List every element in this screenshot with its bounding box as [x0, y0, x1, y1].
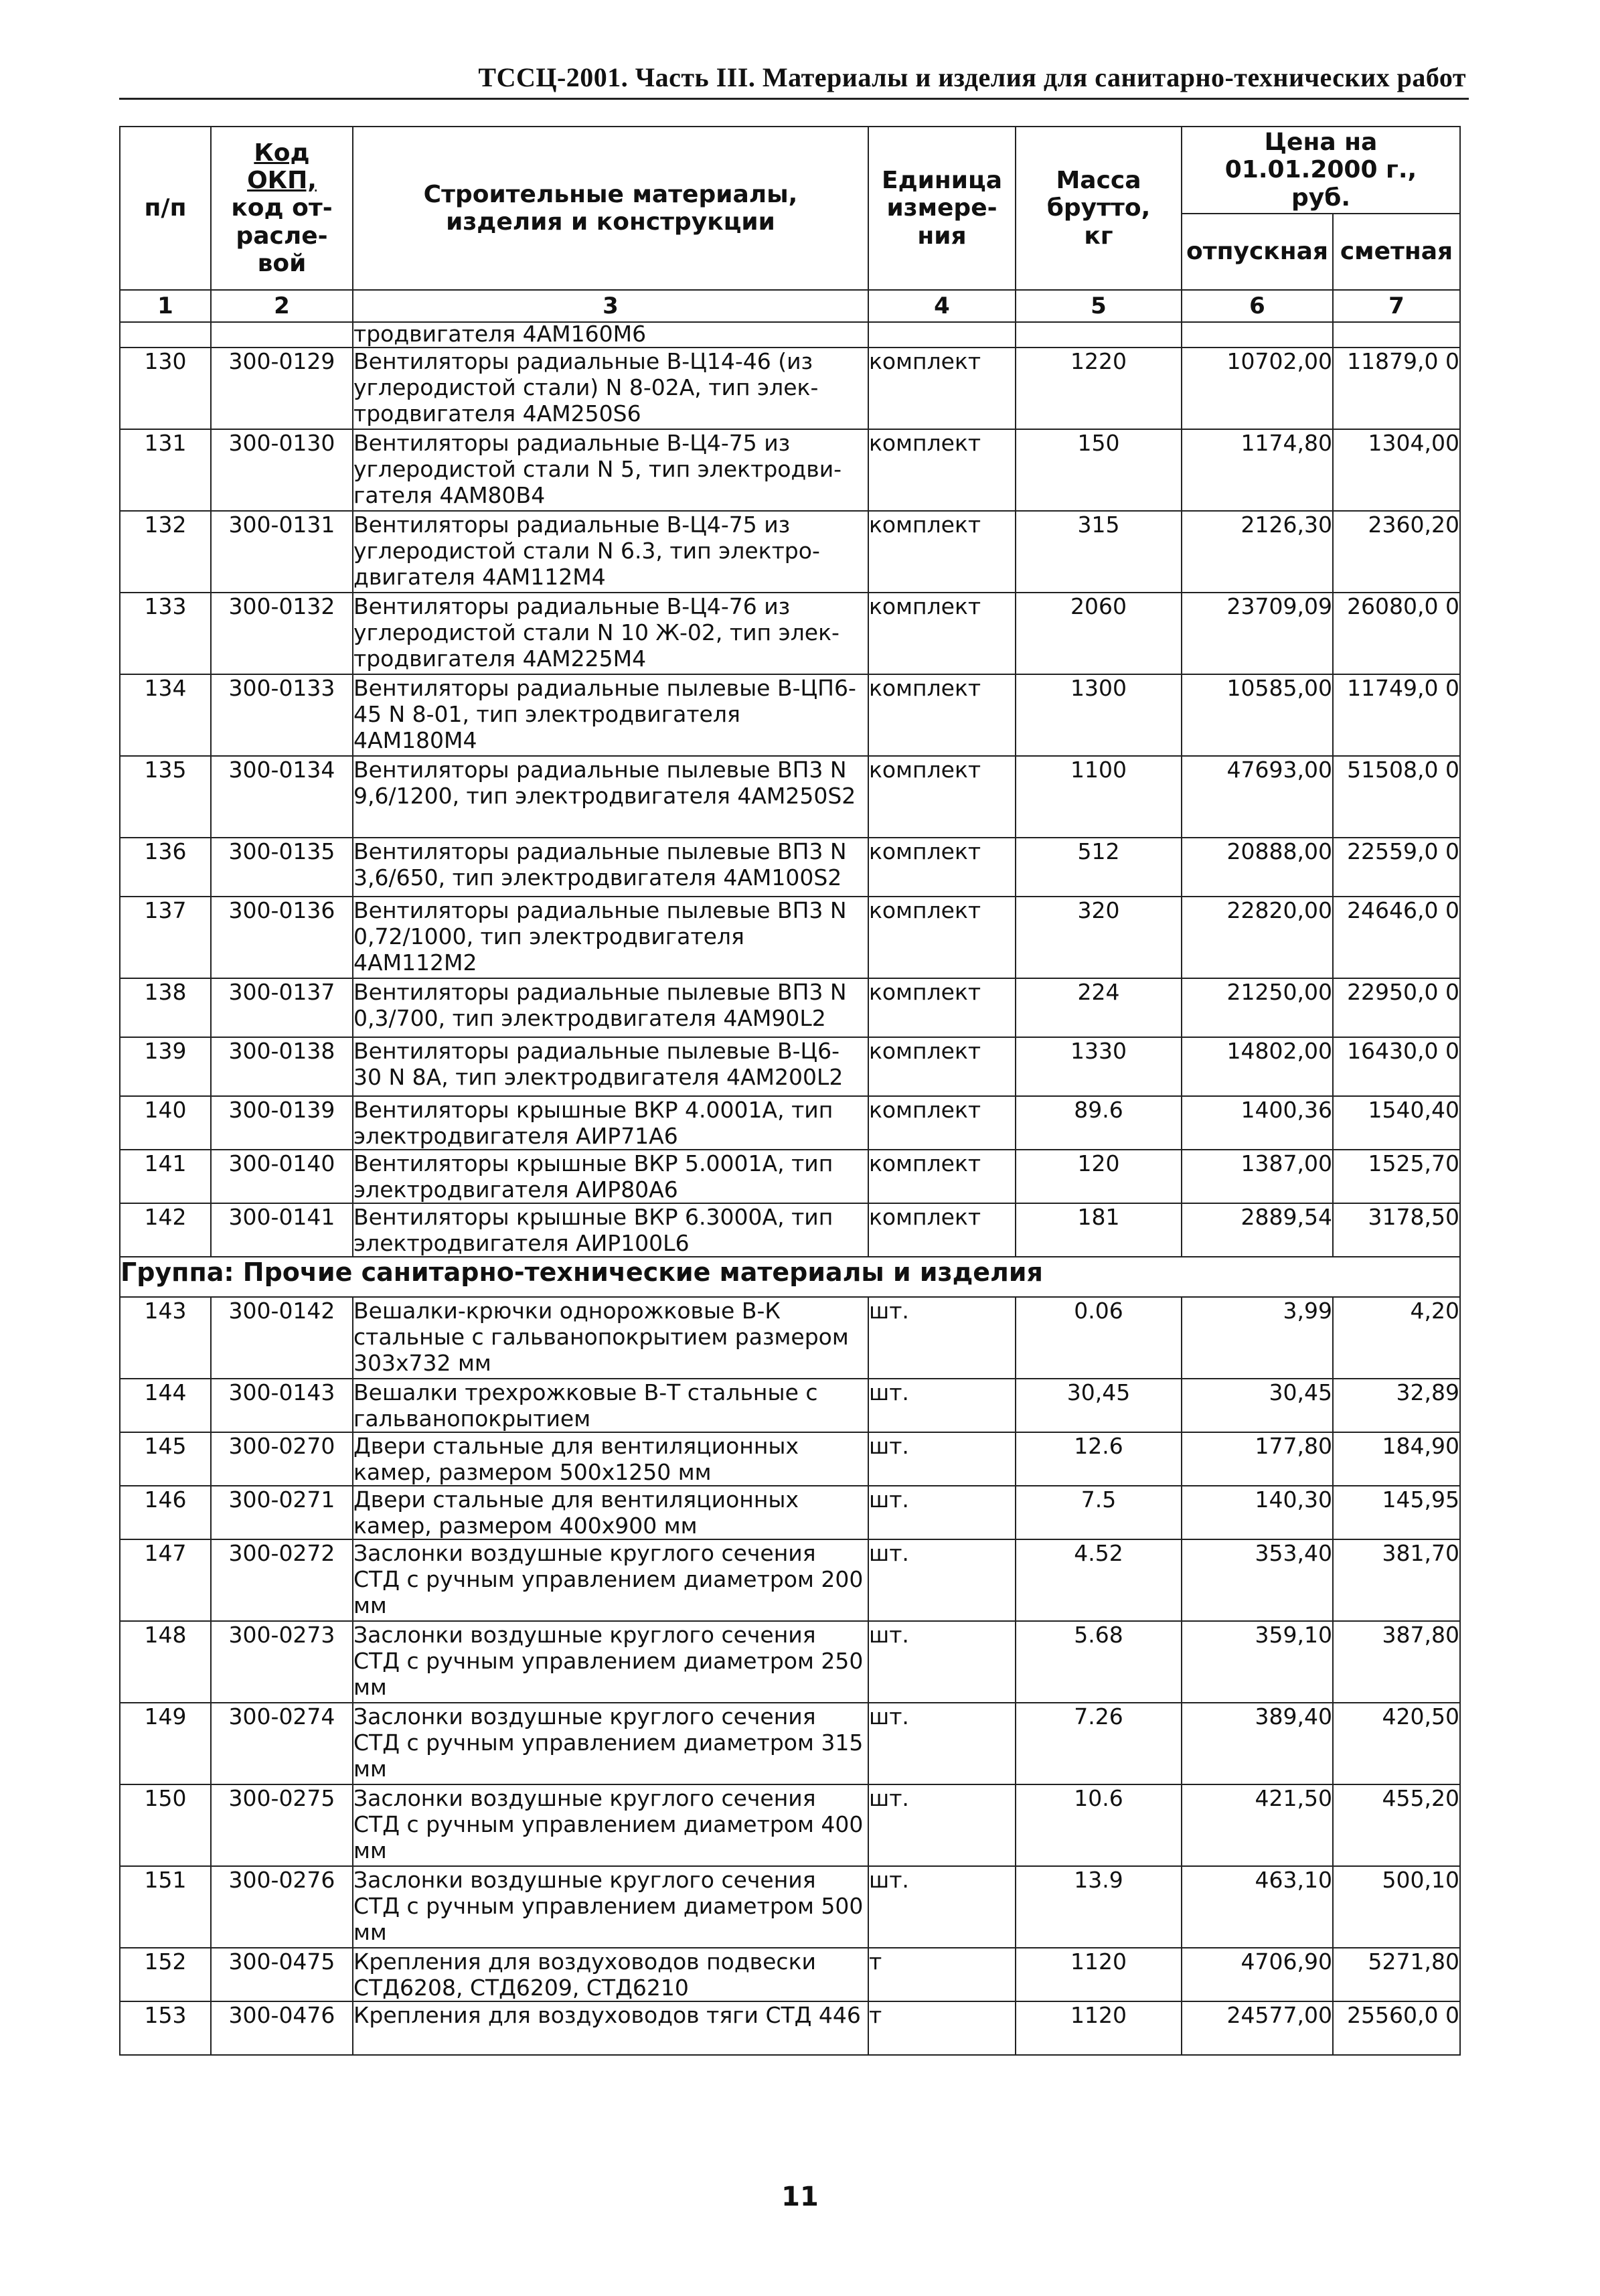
row-code: 300-0274: [211, 1703, 353, 1784]
other-materials-section: [120, 1297, 1460, 2055]
row-mass: 320: [1016, 897, 1182, 978]
table-row: [120, 1096, 1460, 1150]
table-row: [120, 429, 1460, 511]
row-unit: комплект: [868, 1203, 1016, 1257]
row-unit: комплект: [868, 1037, 1016, 1096]
row-mass: 7.5: [1016, 1486, 1182, 1539]
row-number: 151: [120, 1866, 211, 1948]
column-number: 3: [353, 290, 868, 322]
row-name: Вешалки трехрожковые В-Т стальные с гальванопокрытием: [353, 1379, 868, 1432]
header-okp-line3: код от-: [231, 194, 333, 222]
row-name: Двери стальные для вентиляционных камер, размером 400х900 мм: [353, 1486, 868, 1539]
row-price-estimate: 420,50: [1333, 1703, 1460, 1784]
row-price-release: 4706,90: [1182, 1948, 1333, 2001]
fans-section: [120, 348, 1460, 1257]
row-price-release: 21250,00: [1182, 978, 1333, 1037]
row-mass: 13.9: [1016, 1866, 1182, 1948]
row-mass: 2060: [1016, 593, 1182, 674]
row-name: Заслонки воздушные круглого сечения СТД с ручным управлением диаметром 315 мм: [353, 1703, 868, 1784]
row-code: 300-0476: [211, 2001, 353, 2055]
row-price-release: 20888,00: [1182, 838, 1333, 897]
row-price-release: 421,50: [1182, 1784, 1333, 1866]
row-mass: 1120: [1016, 1948, 1182, 2001]
group-title: Группа: Прочие санитарно-технические материалы и изделия: [120, 1257, 1460, 1297]
table-row: [120, 1203, 1460, 1257]
row-price-estimate: 381,70: [1333, 1539, 1460, 1621]
header-okp-line4: расле-: [236, 222, 328, 250]
row-unit: шт.: [868, 1486, 1016, 1539]
header-okp-line5: вой: [257, 250, 307, 278]
row-number: 131: [120, 429, 211, 511]
row-name: Заслонки воздушные круглого сечения СТД с ручным управлением диаметром 250 мм: [353, 1621, 868, 1703]
row-name: Двери стальные для вентиляционных камер, размером 500х1250 мм: [353, 1432, 868, 1486]
row-price-estimate: 2360,20: [1333, 511, 1460, 593]
row-code: 300-0129: [211, 348, 353, 429]
row-unit: комплект: [868, 838, 1016, 897]
header-okp-line2: ОКП,: [247, 166, 317, 194]
row-mass: 1120: [1016, 2001, 1182, 2055]
row-unit: комплект: [868, 674, 1016, 756]
row-price-release: 2889,54: [1182, 1203, 1333, 1257]
row-name: Вентиляторы радиальные пылевые ВП3 N 3,6/650, тип электродвигателя 4АМ100S2: [353, 838, 868, 897]
row-number: 148: [120, 1621, 211, 1703]
row-name: Вентиляторы радиальные пылевые В-Ц6-30 N 8А, тип электродвигателя 4АМ200L2: [353, 1037, 868, 1096]
row-mass: 0.06: [1016, 1297, 1182, 1379]
row-price-estimate: 145,95: [1333, 1486, 1460, 1539]
row-code: 300-0137: [211, 978, 353, 1037]
row-price-estimate: 26080,0 0: [1333, 593, 1460, 674]
row-mass: 10.6: [1016, 1784, 1182, 1866]
row-code: 300-0143: [211, 1379, 353, 1432]
column-number: 6: [1182, 290, 1333, 322]
row-name: Заслонки воздушные круглого сечения СТД с ручным управлением диаметром 400 мм: [353, 1784, 868, 1866]
row-price-estimate: 22559,0 0: [1333, 838, 1460, 897]
row-number: 143: [120, 1297, 211, 1379]
row-unit: шт.: [868, 1539, 1016, 1621]
row-price-estimate: 3178,50: [1333, 1203, 1460, 1257]
table-row: [120, 1784, 1460, 1866]
column-number: 7: [1333, 290, 1460, 322]
row-price-estimate: 184,90: [1333, 1432, 1460, 1486]
row-number: 135: [120, 756, 211, 838]
table-row: [120, 593, 1460, 674]
row-name: Вентиляторы крышные ВКР 5.0001А, тип электродвигателя АИР80А6: [353, 1150, 868, 1203]
header-name: [353, 127, 868, 290]
materials-table: [119, 126, 1461, 2056]
page-header: ТССЦ-2001. Часть III. Материалы и изделия для санитарно-технических работ: [478, 62, 1466, 92]
row-unit: комплект: [868, 348, 1016, 429]
row-price-release: 359,10: [1182, 1621, 1333, 1703]
row-mass: 4.52: [1016, 1539, 1182, 1621]
row-unit: шт.: [868, 1621, 1016, 1703]
table-row: [120, 2001, 1460, 2055]
row-price-release: 140,30: [1182, 1486, 1333, 1539]
table-row: [120, 978, 1460, 1037]
row-number: 153: [120, 2001, 211, 2055]
table-row: [120, 1486, 1460, 1539]
row-name: Вентиляторы крышные ВКР 6.3000А, тип электродвигателя АИР100L6: [353, 1203, 868, 1257]
row-price-estimate: 1304,00: [1333, 429, 1460, 511]
row-price-estimate: 1525,70: [1333, 1150, 1460, 1203]
table-row: [120, 674, 1460, 756]
row-number: 147: [120, 1539, 211, 1621]
row-code: 300-0271: [211, 1486, 353, 1539]
row-number: 146: [120, 1486, 211, 1539]
row-code: 300-0131: [211, 511, 353, 593]
row-price-release: 389,40: [1182, 1703, 1333, 1784]
row-number: 141: [120, 1150, 211, 1203]
table-row: [120, 897, 1460, 978]
row-price-estimate: 5271,80: [1333, 1948, 1460, 2001]
row-price-release: 353,40: [1182, 1539, 1333, 1621]
row-mass: 89.6: [1016, 1096, 1182, 1150]
row-price-estimate: 32,89: [1333, 1379, 1460, 1432]
row-number: 152: [120, 1948, 211, 2001]
row-unit: шт.: [868, 1297, 1016, 1379]
row-name: Заслонки воздушные круглого сечения СТД с ручным управлением диаметром 200 мм: [353, 1539, 868, 1621]
row-number: 133: [120, 593, 211, 674]
row-mass: 1220: [1016, 348, 1182, 429]
row-price-release: 47693,00: [1182, 756, 1333, 838]
row-unit: шт.: [868, 1866, 1016, 1948]
row-unit: комплект: [868, 1096, 1016, 1150]
header-price-estimate: сметная: [1333, 214, 1460, 290]
row-name: Вешалки-крючки однорожковые В-К стальные с гальванопокрытием размером 303х732 мм: [353, 1297, 868, 1379]
column-number-row: [120, 290, 1460, 322]
row-price-release: 14802,00: [1182, 1037, 1333, 1096]
continuation-text: тродвигателя 4АМ160М6: [353, 322, 868, 348]
table-row: [120, 1866, 1460, 1948]
row-mass: 7.26: [1016, 1703, 1182, 1784]
header-price-release: отпускная: [1182, 214, 1333, 290]
row-price-release: 10702,00: [1182, 348, 1333, 429]
row-code: 300-0138: [211, 1037, 353, 1096]
table-row: [120, 1539, 1460, 1621]
row-number: 149: [120, 1703, 211, 1784]
row-number: 134: [120, 674, 211, 756]
row-name: Вентиляторы крышные ВКР 4.0001А, тип электродвигателя АИР71А6: [353, 1096, 868, 1150]
row-unit: комплект: [868, 897, 1016, 978]
row-code: 300-0142: [211, 1297, 353, 1379]
row-code: 300-0275: [211, 1784, 353, 1866]
row-number: 142: [120, 1203, 211, 1257]
row-name: Вентиляторы радиальные В-Ц4-75 из углеродистой стали N 6.3, тип электро-двигателя 4АМ112М4: [353, 511, 868, 593]
row-mass: 224: [1016, 978, 1182, 1037]
header-unit-text: Единица измере-ния: [882, 166, 1002, 250]
row-unit: комплект: [868, 1150, 1016, 1203]
header-okp-line1: Код: [254, 139, 310, 167]
row-mass: 1300: [1016, 674, 1182, 756]
row-price-release: 1400,36: [1182, 1096, 1333, 1150]
row-code: 300-0273: [211, 1621, 353, 1703]
row-unit: комплект: [868, 593, 1016, 674]
group-row: [120, 1257, 1460, 1297]
row-name: Крепления для воздуховодов тяги СТД 446: [353, 2001, 868, 2055]
row-price-estimate: 51508,0 0: [1333, 756, 1460, 838]
row-unit: комплект: [868, 756, 1016, 838]
header-pp: п/п: [120, 127, 211, 290]
row-price-release: 3,99: [1182, 1297, 1333, 1379]
row-price-release: 22820,00: [1182, 897, 1333, 978]
row-code: 300-0133: [211, 674, 353, 756]
header-mass-text: Масса брутто, кг: [1046, 166, 1151, 250]
table-row: [120, 1621, 1460, 1703]
row-code: 300-0270: [211, 1432, 353, 1486]
page-number: 11: [781, 2182, 819, 2212]
row-price-release: 2126,30: [1182, 511, 1333, 593]
row-number: 130: [120, 348, 211, 429]
row-price-estimate: 11749,0 0: [1333, 674, 1460, 756]
row-code: 300-0276: [211, 1866, 353, 1948]
row-price-estimate: 16430,0 0: [1333, 1037, 1460, 1096]
header-price-text: Цена на 01.01.2000 г., руб.: [1224, 128, 1417, 212]
table-row: [120, 1297, 1460, 1379]
row-name: Вентиляторы радиальные пылевые В-ЦП6-45 N 8-01, тип электродвигателя 4АМ180М4: [353, 674, 868, 756]
row-mass: 12.6: [1016, 1432, 1182, 1486]
continuation-row: [120, 322, 1460, 348]
row-mass: 150: [1016, 429, 1182, 511]
row-mass: 1330: [1016, 1037, 1182, 1096]
row-number: 150: [120, 1784, 211, 1866]
row-name: Вентиляторы радиальные В-Ц14-46 (из углеродистой стали) N 8-02А, тип элек-тродвигателя 4АМ250S6: [353, 348, 868, 429]
row-code: 300-0136: [211, 897, 353, 978]
row-unit: т: [868, 2001, 1016, 2055]
row-unit: шт.: [868, 1379, 1016, 1432]
table-row: [120, 756, 1460, 838]
row-unit: шт.: [868, 1703, 1016, 1784]
row-code: 300-0130: [211, 429, 353, 511]
row-mass: 1100: [1016, 756, 1182, 838]
row-name: Вентиляторы радиальные пылевые ВП3 N 0,3/700, тип электродвигателя 4АМ90L2: [353, 978, 868, 1037]
row-code: 300-0132: [211, 593, 353, 674]
row-number: 137: [120, 897, 211, 978]
row-unit: шт.: [868, 1784, 1016, 1866]
table-row: [120, 1948, 1460, 2001]
row-name: Вентиляторы радиальные В-Ц4-75 из углеродистой стали N 5, тип электродви-гателя 4АМ80В4: [353, 429, 868, 511]
table-row: [120, 1379, 1460, 1432]
row-mass: 120: [1016, 1150, 1182, 1203]
row-number: 138: [120, 978, 211, 1037]
row-name: Вентиляторы радиальные пылевые ВП3 N 9,6/1200, тип электродвигателя 4АМ250S2: [353, 756, 868, 838]
header-okp: [211, 127, 353, 290]
table-row: [120, 348, 1460, 429]
row-price-estimate: 22950,0 0: [1333, 978, 1460, 1037]
row-price-estimate: 500,10: [1333, 1866, 1460, 1948]
row-unit: комплект: [868, 978, 1016, 1037]
row-name: Вентиляторы радиальные пылевые ВП3 N 0,72/1000, тип электродвигателя 4АМ112М2: [353, 897, 868, 978]
row-unit: комплект: [868, 429, 1016, 511]
row-price-release: 177,80: [1182, 1432, 1333, 1486]
row-name: Крепления для воздуховодов подвески СТД6208, СТД6209, СТД6210: [353, 1948, 868, 2001]
header-mass: [1016, 127, 1182, 290]
row-name: Заслонки воздушные круглого сечения СТД с ручным управлением диаметром 500 мм: [353, 1866, 868, 1948]
column-number: 5: [1016, 290, 1182, 322]
header-rule: [119, 98, 1469, 100]
row-price-estimate: 4,20: [1333, 1297, 1460, 1379]
row-number: 140: [120, 1096, 211, 1150]
row-mass: 512: [1016, 838, 1182, 897]
row-code: 300-0141: [211, 1203, 353, 1257]
row-price-release: 1387,00: [1182, 1150, 1333, 1203]
row-unit: шт.: [868, 1432, 1016, 1486]
table-row: [120, 1432, 1460, 1486]
row-number: 144: [120, 1379, 211, 1432]
table-row: [120, 838, 1460, 897]
row-price-estimate: 11879,0 0: [1333, 348, 1460, 429]
row-price-release: 24577,00: [1182, 2001, 1333, 2055]
row-code: 300-0140: [211, 1150, 353, 1203]
row-name: Вентиляторы радиальные В-Ц4-76 из углеродистой стали N 10 Ж-02, тип элек-тродвигателя 4АМ225М4: [353, 593, 868, 674]
row-mass: 5.68: [1016, 1621, 1182, 1703]
row-price-release: 30,45: [1182, 1379, 1333, 1432]
row-price-release: 463,10: [1182, 1866, 1333, 1948]
table-row: [120, 1150, 1460, 1203]
table-row: [120, 1037, 1460, 1096]
row-number: 132: [120, 511, 211, 593]
row-code: 300-0135: [211, 838, 353, 897]
row-number: 136: [120, 838, 211, 897]
row-price-estimate: 455,20: [1333, 1784, 1460, 1866]
row-price-estimate: 24646,0 0: [1333, 897, 1460, 978]
header-price: [1182, 127, 1460, 214]
row-unit: комплект: [868, 511, 1016, 593]
row-code: 300-0272: [211, 1539, 353, 1621]
column-number: 4: [868, 290, 1016, 322]
row-price-release: 1174,80: [1182, 429, 1333, 511]
header-name-text: Строительные материалы, изделия и конструкции: [423, 180, 798, 236]
table-row: [120, 1703, 1460, 1784]
row-mass: 30,45: [1016, 1379, 1182, 1432]
row-code: 300-0139: [211, 1096, 353, 1150]
row-code: 300-0475: [211, 1948, 353, 2001]
row-number: 145: [120, 1432, 211, 1486]
row-code: 300-0134: [211, 756, 353, 838]
row-price-release: 23709,09: [1182, 593, 1333, 674]
header-unit: [868, 127, 1016, 290]
row-price-estimate: 1540,40: [1333, 1096, 1460, 1150]
row-mass: 315: [1016, 511, 1182, 593]
row-price-estimate: 387,80: [1333, 1621, 1460, 1703]
column-number: 1: [120, 290, 211, 322]
column-number: 2: [211, 290, 353, 322]
row-price-release: 10585,00: [1182, 674, 1333, 756]
row-mass: 181: [1016, 1203, 1182, 1257]
row-price-estimate: 25560,0 0: [1333, 2001, 1460, 2055]
table-row: [120, 511, 1460, 593]
row-unit: т: [868, 1948, 1016, 2001]
row-number: 139: [120, 1037, 211, 1096]
